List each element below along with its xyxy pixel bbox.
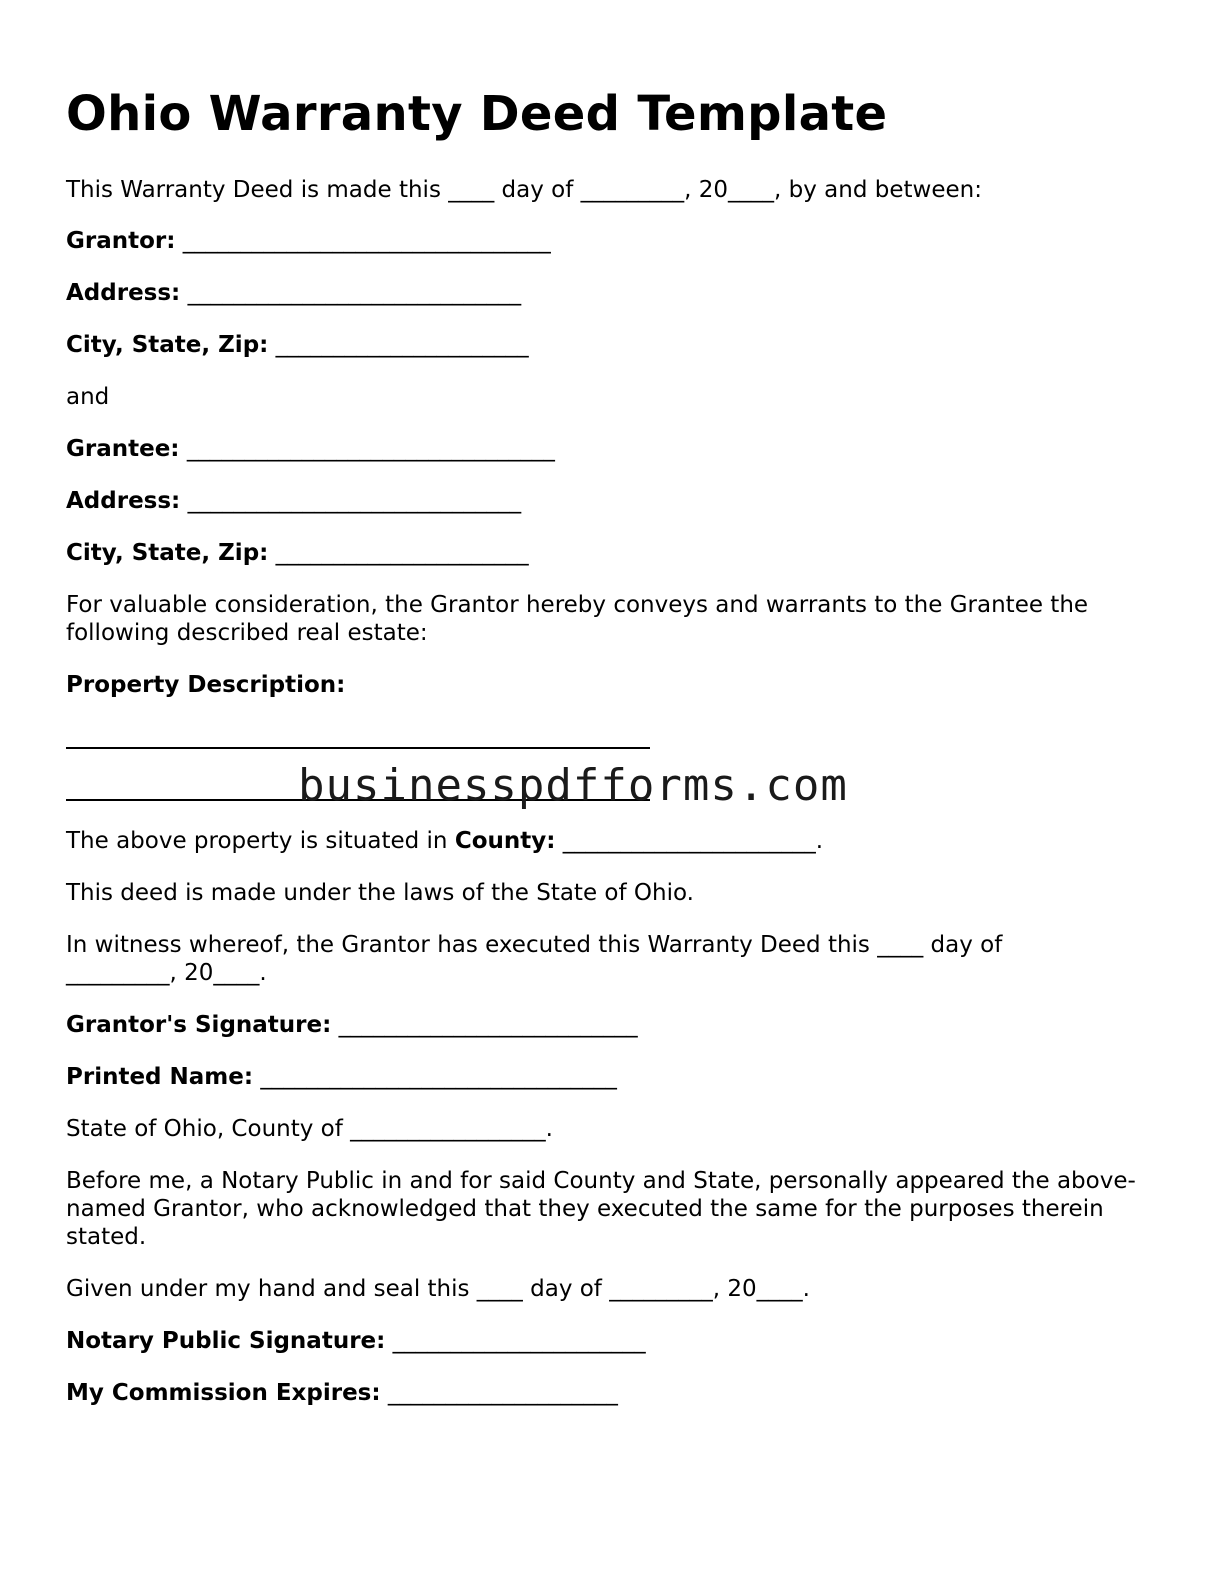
grantee-address-row (66, 487, 521, 515)
grantee-address-blank: _____________________________ (187, 488, 522, 514)
and-text: and (66, 384, 110, 410)
grantee-city-row (66, 539, 529, 567)
grantor-address-blank: _____________________________ (187, 280, 522, 306)
notary-signature-blank: ______________________ (392, 1328, 646, 1354)
grantor-signature-label: Grantor's Signature: (66, 1012, 332, 1038)
commission-row (66, 1379, 618, 1407)
state-county-line: State of Ohio, County of _________________. (66, 1116, 553, 1142)
county-label: County: (454, 828, 556, 854)
county-prefix: The above property is situated in (66, 828, 455, 854)
page-title: Ohio Warranty Deed Template (66, 86, 888, 142)
county-row (66, 827, 823, 855)
witness-paragraph: In witness whereof, the Grantor has executed this Warranty Deed this ____ day of _________, 20____. (66, 932, 1003, 986)
laws-line: This deed is made under the laws of the State of Ohio. (66, 880, 694, 906)
commission-blank: ____________________ (387, 1380, 618, 1406)
grantee-name-row (66, 435, 555, 463)
grantee-city-label: City, State, Zip: (66, 540, 269, 566)
printed-name-label: Printed Name: (66, 1064, 254, 1090)
grantor-address-row (66, 279, 521, 307)
grantor-address-label: Address: (66, 280, 181, 306)
grantor-name-row (66, 227, 551, 255)
notary-paragraph: Before me, a Notary Public in and for said County and State, personally appeared the above-named Grantor, who acknowledged that they executed the same for the purposes therein stated. (66, 1168, 1136, 1250)
grantee-name-blank: ________________________________ (186, 436, 555, 462)
given-line: Given under my hand and seal this ____ day of _________, 20____. (66, 1276, 810, 1302)
grantor-city-row (66, 331, 529, 359)
grantor-signature-row (66, 1011, 638, 1039)
grantee-city-blank: ______________________ (275, 540, 529, 566)
grantor-name-blank: ________________________________ (182, 228, 551, 254)
grantor-name-label: Grantor: (66, 228, 176, 254)
notary-signature-label: Notary Public Signature: (66, 1328, 386, 1354)
property-description-blank-1 (66, 747, 650, 749)
county-blank: ______________________. (555, 828, 824, 854)
notary-signature-row (66, 1327, 646, 1355)
conveyance-paragraph: For valuable consideration, the Grantor hereby conveys and warrants to the Grantee the following described real estate: (66, 592, 1089, 646)
grantor-signature-blank: __________________________ (338, 1012, 638, 1038)
property-description-label: Property Description: (66, 672, 346, 698)
grantor-city-label: City, State, Zip: (66, 332, 269, 358)
commission-label: My Commission Expires: (66, 1380, 381, 1406)
grantor-city-blank: ______________________ (275, 332, 529, 358)
printed-name-row (66, 1063, 617, 1091)
watermark: businesspdfforms.com (298, 760, 848, 811)
grantee-address-label: Address: (66, 488, 181, 514)
grantee-name-label: Grantee: (66, 436, 180, 462)
intro-line: This Warranty Deed is made this ____ day of _________, 20____, by and between: (66, 177, 982, 203)
printed-name-blank: _______________________________ (260, 1064, 617, 1090)
